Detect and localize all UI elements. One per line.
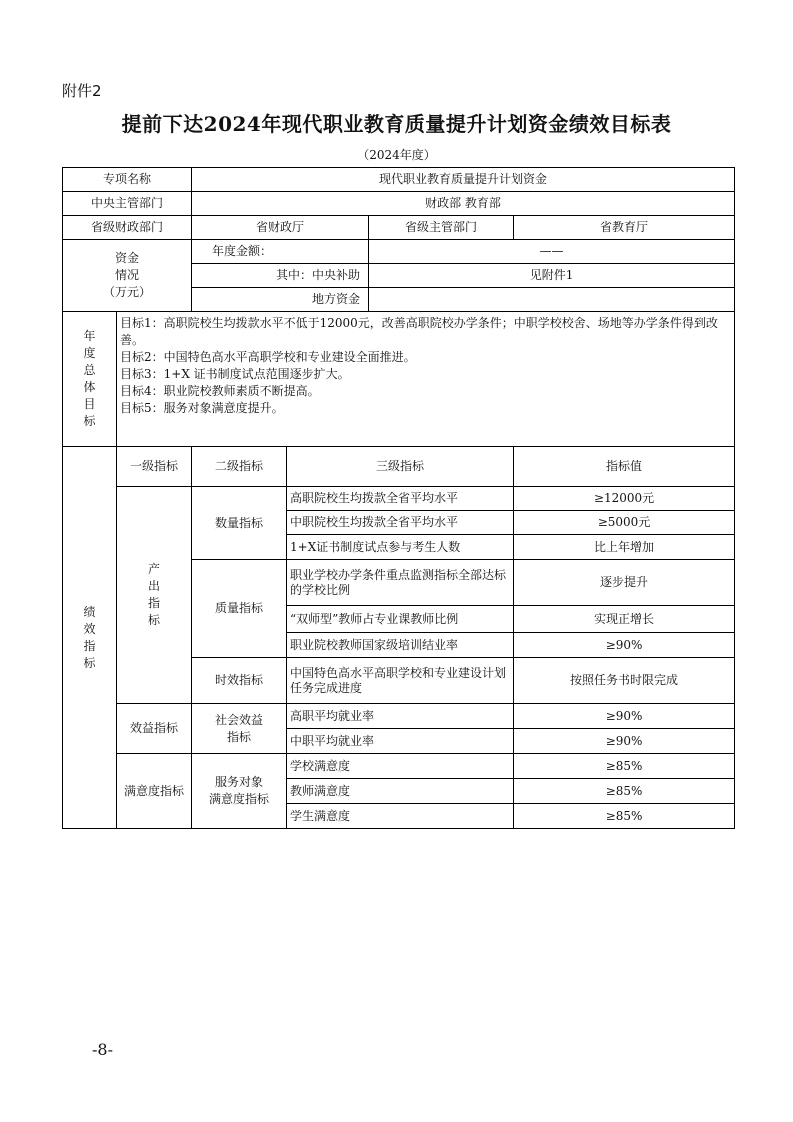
indicator-value: 比上年增加 xyxy=(514,535,735,560)
year-label: （2024年度） xyxy=(357,148,436,162)
header-level2: 二级指标 xyxy=(192,447,287,487)
annual-goals-char: 目 xyxy=(83,397,96,411)
funds-label-line: 情况 xyxy=(115,268,140,282)
annual-amount-label: 年度金额： xyxy=(192,240,369,264)
central-subsidy-value: 见附件1 xyxy=(369,264,735,288)
funds-label-line: 资金 xyxy=(115,251,140,265)
prov-dept-value: 省教育厅 xyxy=(514,216,735,240)
indicator-value: ≥85% xyxy=(514,754,735,779)
funds-label-line: （万元） xyxy=(103,285,152,299)
output-char: 出 xyxy=(148,579,161,593)
prov-finance-value: 省财政厅 xyxy=(192,216,369,240)
social-benefit-line: 社会效益 xyxy=(215,712,264,727)
header-value: 指标值 xyxy=(514,447,735,487)
service-satisfaction-line: 满意度指标 xyxy=(209,792,270,806)
performance-label xyxy=(63,447,117,829)
goal-item: 目标1：高职院校生均拨款水平不低于12000元，改善高职院校办学条件；中职学校校舍、场地等办学条件得到改善。 xyxy=(120,316,718,347)
central-dept-label: 中央主管部门 xyxy=(63,192,192,216)
performance-char: 标 xyxy=(83,655,96,670)
social-benefit-label xyxy=(192,704,287,754)
benefit-indicator-label: 效益指标 xyxy=(117,704,192,754)
indicator-value: 按照任务书时限完成 xyxy=(514,658,735,704)
prov-finance-label: 省级财政部门 xyxy=(63,216,192,240)
indicator-name: 职业院校教师国家级培训结业率 xyxy=(287,633,514,658)
annual-goals-char: 体 xyxy=(83,380,96,394)
project-name-value: 现代职业教育质量提升计划资金 xyxy=(192,168,735,192)
indicator-name: 高职院校生均拨款全省平均水平 xyxy=(287,487,514,511)
performance-char: 绩 xyxy=(83,604,96,619)
local-funds-value xyxy=(369,288,735,312)
indicator-name: 中国特色高水平高职学校和专业建设计划任务完成进度 xyxy=(287,658,514,704)
page-number: -8- xyxy=(92,1040,113,1059)
service-satisfaction-line: 服务对象 xyxy=(215,775,264,789)
annual-amount-value: —— xyxy=(369,240,735,264)
indicator-value: ≥12000元 xyxy=(514,487,735,511)
goal-item: 目标2：中国特色高水平高职学校和专业建设全面推进。 xyxy=(120,350,416,364)
indicator-value: 实现正增长 xyxy=(514,606,735,633)
attachment-label: 附件2 xyxy=(62,82,102,100)
indicator-name: “双师型”教师占专业课教师比例 xyxy=(287,606,514,633)
quality-indicator-label: 质量指标 xyxy=(192,560,287,658)
funds-label xyxy=(63,240,192,312)
performance-target-table xyxy=(62,167,735,829)
goal-item: 目标3：1+X 证书制度试点范围逐步扩大。 xyxy=(120,367,350,381)
indicator-name: 中职院校生均拨款全省平均水平 xyxy=(287,511,514,535)
output-indicator-label xyxy=(117,487,192,704)
annual-goals-char: 标 xyxy=(83,414,96,428)
indicator-value: ≥5000元 xyxy=(514,511,735,535)
service-satisfaction-label xyxy=(192,754,287,829)
output-char: 标 xyxy=(148,613,161,627)
local-funds-label: 地方资金 xyxy=(192,288,369,312)
header-level1: 一级指标 xyxy=(117,447,192,487)
annual-goals-content xyxy=(117,312,735,447)
goal-item: 目标5：服务对象满意度提升。 xyxy=(120,401,284,415)
quantity-indicator-label: 数量指标 xyxy=(192,487,287,560)
goal-item: 目标4：职业院校教师素质不断提高。 xyxy=(120,384,320,398)
central-dept-value: 财政部 教育部 xyxy=(192,192,735,216)
indicator-value: ≥90% xyxy=(514,704,735,729)
timeliness-indicator-label: 时效指标 xyxy=(192,658,287,704)
annual-goals-label xyxy=(63,312,117,447)
indicator-value: 逐步提升 xyxy=(514,560,735,606)
indicator-value: ≥90% xyxy=(514,729,735,754)
performance-char: 效 xyxy=(83,621,96,636)
indicator-name: 职业学校办学条件重点监测指标全部达标的学校比例 xyxy=(287,560,514,606)
output-char: 指 xyxy=(148,596,161,610)
indicator-value: ≥85% xyxy=(514,779,735,804)
indicator-name: 高职平均就业率 xyxy=(287,704,514,729)
indicator-value: ≥85% xyxy=(514,804,735,829)
header-level3: 三级指标 xyxy=(287,447,514,487)
prov-dept-label: 省级主管部门 xyxy=(369,216,514,240)
performance-char: 指 xyxy=(83,638,96,653)
social-benefit-line: 指标 xyxy=(227,729,252,744)
project-name-label: 专项名称 xyxy=(63,168,192,192)
annual-goals-char: 总 xyxy=(83,363,96,377)
indicator-name: 教师满意度 xyxy=(287,779,514,804)
annual-goals-char: 年 xyxy=(83,329,96,343)
output-char: 产 xyxy=(148,562,161,576)
indicator-name: 学生满意度 xyxy=(287,804,514,829)
indicator-name: 中职平均就业率 xyxy=(287,729,514,754)
annual-goals-char: 度 xyxy=(83,346,96,360)
indicator-name: 学校满意度 xyxy=(287,754,514,779)
document-title: 提前下达2024年现代职业教育质量提升计划资金绩效目标表 xyxy=(121,112,672,136)
central-subsidy-label: 其中：中央补助 xyxy=(192,264,369,288)
indicator-name: 1+X证书制度试点参与考生人数 xyxy=(287,535,514,560)
indicator-value: ≥90% xyxy=(514,633,735,658)
satisfaction-indicator-label: 满意度指标 xyxy=(117,754,192,829)
